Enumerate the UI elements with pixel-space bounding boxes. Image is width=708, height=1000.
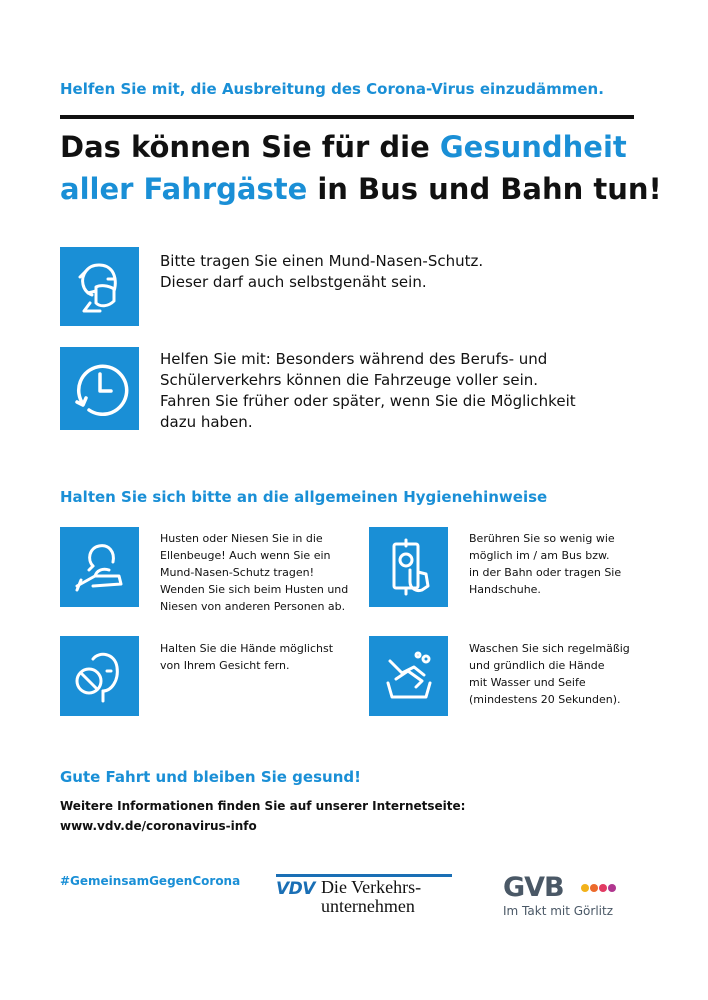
hygiene-line: (mindestens 20 Sekunden). — [469, 693, 621, 706]
tip-line: Bitte tragen Sie einen Mund-Nasen-Schutz. — [160, 252, 484, 270]
tip-line: Dieser darf auch selbstgenäht sein. — [160, 273, 427, 291]
hygiene-line: Husten oder Niesen Sie in die — [160, 532, 323, 545]
tip-clock-text — [160, 349, 576, 433]
vdv-logo — [276, 874, 452, 916]
hygiene-line: Ellenbeuge! Auch wenn Sie ein — [160, 549, 331, 562]
hygiene-section-title: Halten Sie sich bitte an die allgemeinen Hygienehinweise — [60, 488, 548, 506]
hygiene-line: möglich im / am Bus bzw. — [469, 549, 610, 562]
hygiene-line: Wenden Sie sich beim Husten und — [160, 583, 349, 596]
tip-line: Fahren Sie früher oder später, wenn Sie die Möglichkeit — [160, 392, 576, 410]
headline-highlight: aller Fahrgäste — [60, 172, 308, 206]
page-subtitle: Helfen Sie mit, die Ausbreitung des Corona-Virus einzudämmen. — [60, 80, 604, 98]
hygiene-line: von Ihrem Gesicht fern. — [160, 659, 290, 672]
clock-icon — [60, 347, 139, 430]
hygiene-line: Waschen Sie sich regelmäßig — [469, 642, 630, 655]
no-face-touch-icon — [60, 636, 139, 716]
hygiene-sneeze-text — [160, 530, 348, 615]
headline-line-1 — [60, 126, 660, 168]
gvb-logo-abbr: GVB — [503, 872, 564, 903]
hygiene-line: mit Wasser und Seife — [469, 676, 586, 689]
gvb-logo-dots — [581, 884, 616, 892]
hygiene-line: Mund-Nasen-Schutz tragen! — [160, 566, 315, 579]
hygiene-face-text — [160, 640, 333, 674]
hygiene-line: und gründlich die Hände — [469, 659, 605, 672]
vdv-name-line: unternehmen — [320, 896, 415, 916]
no-touch-button-icon — [369, 527, 448, 607]
headline-text: Das können Sie für die — [60, 130, 440, 164]
page-headline — [60, 126, 660, 210]
info-text — [60, 796, 465, 836]
vdv-logo-name — [321, 878, 421, 916]
headline-highlight: Gesundheit — [439, 130, 627, 164]
vdv-name-line: Die Verkehrs- — [320, 877, 422, 897]
gvb-dot — [581, 884, 589, 892]
headline-text: in Bus und Bahn tun! — [307, 172, 662, 206]
hygiene-line: Berühren Sie so wenig wie — [469, 532, 615, 545]
hygiene-line: in der Bahn oder tragen Sie — [469, 566, 622, 579]
hand-washing-icon — [369, 636, 448, 716]
face-mask-icon — [60, 247, 139, 326]
gvb-dot — [599, 884, 607, 892]
tip-line: dazu haben. — [160, 413, 253, 431]
hygiene-wash-text — [469, 640, 630, 708]
hashtag: #GemeinsamGegenCorona — [60, 874, 241, 888]
sneeze-elbow-icon — [60, 527, 139, 607]
gvb-logo — [503, 872, 613, 918]
tip-line: Schülerverkehrs können die Fahrzeuge voller sein. — [160, 371, 539, 389]
info-url-link[interactable]: www.vdv.de/coronavirus-info — [60, 819, 257, 833]
hygiene-line: Halten Sie die Hände möglichst — [160, 642, 334, 655]
gvb-dot — [608, 884, 616, 892]
vdv-logo-abbr: VDV — [276, 879, 315, 899]
hygiene-touch-text — [469, 530, 621, 598]
tip-line: Helfen Sie mit: Besonders während des Berufs- und — [160, 350, 548, 368]
closing-message: Gute Fahrt und bleiben Sie gesund! — [60, 768, 361, 786]
hygiene-line: Handschuhe. — [469, 583, 541, 596]
tip-mask-text — [160, 251, 483, 293]
hygiene-line: Niesen von anderen Personen ab. — [160, 600, 346, 613]
headline-line-2 — [60, 168, 660, 210]
vdv-logo-row — [276, 877, 452, 916]
info-line: Weitere Informationen finden Sie auf unserer Internetseite: — [60, 799, 466, 813]
gvb-dot — [590, 884, 598, 892]
gvb-logo-tagline: Im Takt mit Görlitz — [503, 904, 613, 918]
header-divider — [60, 115, 634, 119]
